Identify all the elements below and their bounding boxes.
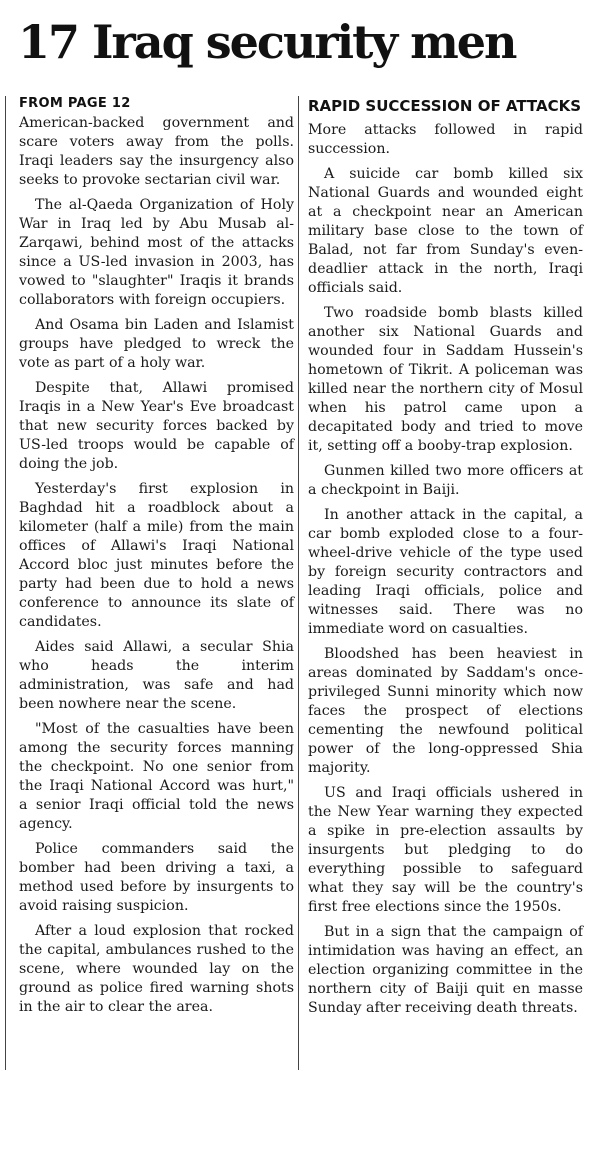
paragraph: Police commanders said the bomber had been driving a taxi, a method used before by insurgents to avoid raising suspicion. bbox=[19, 841, 294, 914]
paragraph: Bloodshed has been heaviest in areas dominated by Saddam's once-privileged Sunni minority which now faces the prospect of elections cementing the newfound political power of the long-oppressed Shia majority. bbox=[308, 646, 583, 776]
paragraph: American-backed government and scare voters away from the polls. Iraqi leaders say the insurgency also seeks to provoke sectarian civil war. bbox=[19, 115, 294, 188]
right-column bbox=[298, 96, 583, 1070]
paragraph: But in a sign that the campaign of intimidation was having an effect, an election organizing committee in the northern city of Baiji quit en masse Sunday after receiving death threats. bbox=[308, 924, 583, 1016]
paragraph: More attacks followed in rapid succession. bbox=[308, 122, 583, 157]
headline: 17 Iraq security men bbox=[18, 15, 516, 69]
subheading: RAPID SUCCESSION OF ATTACKS bbox=[308, 97, 582, 115]
paragraph: "Most of the casualties have been among the security forces manning the checkpoint. No one senior from the Iraqi National Accord was hurt," a senior Iraqi official told the news agency. bbox=[19, 721, 294, 832]
paragraph: Despite that, Allawi promised Iraqis in a New Year's Eve broadcast that new security forces backed by US-led troops would be capable of doing the job. bbox=[19, 380, 294, 472]
paragraph: In another attack in the capital, a car bomb exploded close to a four-wheel-drive vehicle of the type used by foreign security contractors and leading Iraqi officials, police and witnesses said. There was no immediate word on casualties. bbox=[308, 507, 583, 637]
paragraph: And Osama bin Laden and Islamist groups have pledged to wreck the vote as part of a holy war. bbox=[19, 317, 294, 371]
continuation-label: FROM PAGE 12 bbox=[19, 96, 131, 111]
paragraph: Gunmen killed two more officers at a checkpoint in Baiji. bbox=[308, 463, 583, 498]
paragraph: US and Iraqi officials ushered in the New Year warning they expected a spike in pre-election assaults by insurgents but pledging to do everything possible to safeguard what they say will be the country's first free elections since the 1950s. bbox=[308, 785, 583, 915]
paragraph: Two roadside bomb blasts killed another six National Guards and wounded four in Saddam Hussein's hometown of Tikrit. A policeman was killed near the northern city of Mosul when his patrol came upon a decapitated body and tried to move it, setting off a booby-trap explosion. bbox=[308, 305, 583, 454]
paragraph: Yesterday's first explosion in Baghdad hit a roadblock about a kilometer (half a mile) from the main offices of Allawi's Iraqi National Accord bloc just minutes before the party had been due to hold a news conference to announce its slate of candidates. bbox=[19, 481, 294, 630]
paragraph: After a loud explosion that rocked the capital, ambulances rushed to the scene, where wounded lay on the ground as police fired warning shots in the air to clear the area. bbox=[19, 923, 294, 1015]
paragraph: The al-Qaeda Organization of Holy War in Iraq led by Abu Musab al-Zarqawi, behind most of the attacks since a US-led invasion in 2003, has vowed to "slaughter" Iraqis it brands collaborators with foreign occupiers. bbox=[19, 197, 294, 308]
paragraph: Aides said Allawi, a secular Shia who heads the interim administration, was safe and had been nowhere near the scene. bbox=[19, 639, 294, 712]
left-column bbox=[5, 96, 294, 1070]
paragraph: A suicide car bomb killed six National Guards and wounded eight at a checkpoint near an American military base close to the town of Balad, not far from Sunday's even-deadlier attack in the north, Iraqi officials said. bbox=[308, 166, 583, 296]
